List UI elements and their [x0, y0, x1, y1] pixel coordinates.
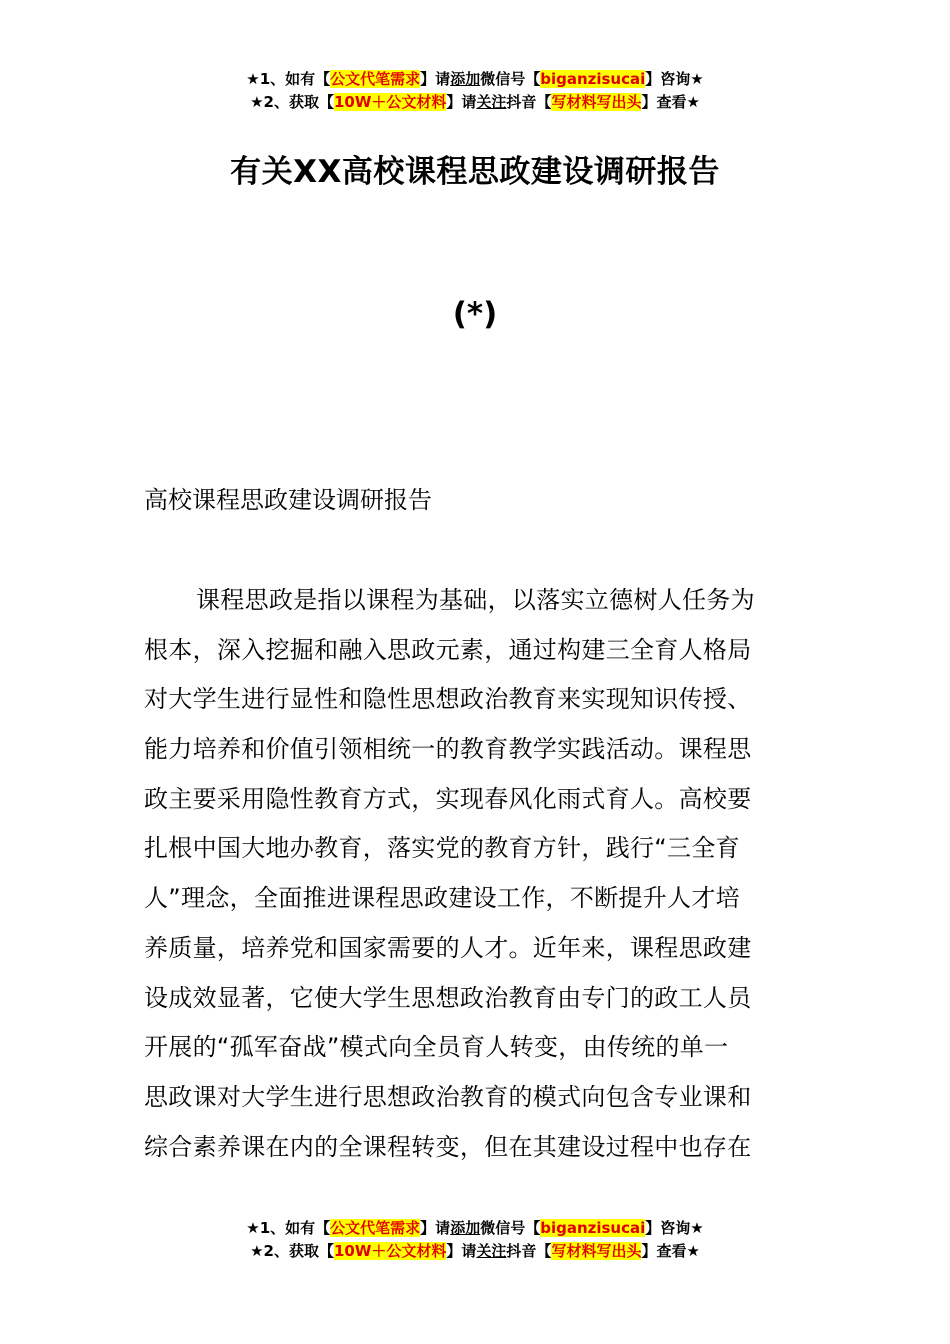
wechat-id: biganzisucai [540, 1219, 646, 1237]
paragraph-line: 思政课对大学生进行思想政治教育的模式向包含专业课和 [144, 1082, 752, 1111]
douyin-id: 写材料写出头 [551, 1242, 642, 1260]
paragraph-line: 能力培养和价值引领相统一的教育教学实践活动。课程思 [144, 735, 752, 764]
underlined-text: 添加 [450, 1219, 481, 1237]
highlight-tag: 10W＋公文材料 [333, 1242, 447, 1260]
banner-line-2 [0, 91, 950, 114]
underlined-text: 关注 [476, 93, 507, 111]
banner-text: ★2、获取【 [250, 93, 334, 111]
douyin-id: 写材料写出头 [551, 93, 642, 111]
paragraph-line: 设成效显著，它使大学生思想政治教育由专门的政工人员 [144, 983, 752, 1012]
banner-text: 】咨询★ [645, 70, 704, 88]
footer-banner [0, 1217, 950, 1263]
paragraph-line: 养质量，培养党和国家需要的人才。近年来，课程思政建 [144, 933, 752, 962]
wechat-id: biganzisucai [540, 70, 646, 88]
highlight-tag: 10W＋公文材料 [333, 93, 447, 111]
paragraph-line: 对大学生进行显性和隐性思想政治教育来实现知识传授、 [144, 685, 752, 714]
banner-text: 】请 [420, 1219, 451, 1237]
banner-text: 】请 [420, 70, 451, 88]
banner-text: ★1、如有【 [246, 1219, 331, 1237]
paragraph-line: 课程思政是指以课程为基础，以落实立德树人任务为 [196, 586, 755, 614]
banner-text: 】查看★ [641, 1242, 700, 1260]
banner-line-2 [0, 1240, 950, 1263]
banner-text: 】请 [446, 1242, 477, 1260]
banner-text: 】查看★ [641, 93, 700, 111]
banner-text: 】咨询★ [645, 1219, 704, 1237]
paragraph-line: 政主要采用隐性教育方式，实现春风化雨式育人。高校要 [144, 784, 752, 813]
header-banner [0, 68, 950, 114]
paragraph-line: 人”理念，全面推进课程思政建设工作，不断提升人才培 [144, 884, 740, 913]
highlight-tag: 公文代笔需求 [330, 1219, 421, 1237]
banner-text: 微信号【 [480, 1219, 541, 1237]
highlight-tag: 公文代笔需求 [330, 70, 421, 88]
underlined-text: 添加 [450, 70, 481, 88]
banner-line-1 [0, 1217, 950, 1240]
paragraph-line: 综合素养课在内的全课程转变，但在其建设过程中也存在 [144, 1132, 752, 1161]
paragraph-line: 根本，深入挖掘和融入思政元素，通过构建三全育人格局 [144, 635, 752, 664]
banner-text: 】请 [446, 93, 477, 111]
paragraph-line: 扎根中国大地办教育，落实党的教育方针，践行“三全育 [144, 834, 740, 863]
banner-text: ★1、如有【 [246, 70, 331, 88]
banner-text: 微信号【 [480, 70, 541, 88]
document-title: 有关XX高校课程思政建设调研报告 [230, 154, 720, 190]
body-paragraph [144, 578, 812, 1174]
document-subtitle: 高校课程思政建设调研报告 [144, 486, 432, 514]
underlined-text: 关注 [476, 1242, 507, 1260]
banner-line-1 [0, 68, 950, 91]
banner-text: 抖音【 [506, 93, 552, 111]
banner-text: ★2、获取【 [250, 1242, 334, 1260]
paragraph-line: 开展的“孤军奋战”模式向全员育人转变，由传统的单一 [144, 1033, 729, 1062]
banner-text: 抖音【 [506, 1242, 552, 1260]
document-mark: (*) [452, 296, 498, 332]
